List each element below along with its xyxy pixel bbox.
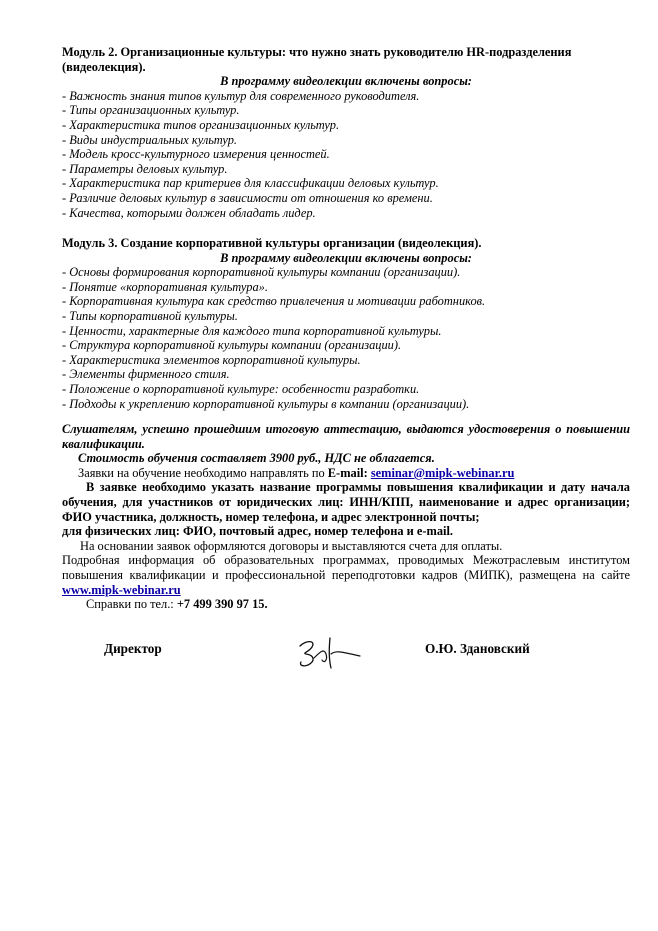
apply-line — [62, 466, 630, 481]
requirements-individual: для физических лиц: ФИО, почтовый адрес, номер телефона и e-mail. — [62, 524, 454, 539]
signature-name: О.Ю. Здановский — [425, 641, 530, 656]
footer-section — [62, 422, 630, 612]
module-3-subtitle: В программу видеолекции включены вопросы: — [220, 250, 472, 265]
requirements-legal: В заявке необходимо указать название программы повышения квалификации и дату начала обучения, для участников от юридических лиц: ИНН/КПП, наименование и адрес организации; ФИО участника, должность, номер телефона, и адрес электронной почты; — [62, 480, 630, 524]
module-3-topic-list — [62, 265, 630, 411]
list-item: - Положение о корпоративной культуре: особенности разработки. — [62, 381, 420, 396]
list-item: - Ценности, характерные для каждого типа корпоративной культуры. — [62, 323, 442, 338]
signature-title: Директор — [104, 641, 162, 656]
module-3-title: Модуль 3. Создание корпоративной культуры организации (видеолекция). — [62, 236, 482, 250]
list-item: - Типы организационных культур. — [62, 103, 240, 118]
list-item: - Элементы фирменного стиля. — [62, 367, 230, 382]
email-link[interactable]: seminar@mipk-webinar.ru — [370, 465, 515, 480]
signature-row — [0, 642, 658, 672]
module-2-subtitle: В программу видеолекции включены вопросы: — [220, 74, 472, 89]
module-2-topic-list — [62, 89, 630, 220]
list-item: - Подходы к укреплению корпоративной культуры в компании (организации). — [62, 396, 470, 411]
list-item: - Характеристика пар критериев для классификации деловых культур. — [62, 176, 439, 191]
list-item: - Качества, которыми должен обладать лидер. — [62, 205, 316, 220]
module-3-section — [62, 236, 630, 411]
phone-line — [62, 597, 630, 612]
info-paragraph — [62, 553, 630, 597]
list-item: - Корпоративная культура как средство привлечения и мотивации работников. — [62, 294, 486, 309]
certificate-note: Слушателям, успешно прошедшим итоговую аттестацию, выдаются удостоверения о повышении квалификации. — [62, 422, 630, 451]
module-2-title: Модуль 2. Организационные культуры: что нужно знать руководителю HR-подразделения (видеолекция). — [62, 45, 572, 74]
list-item: - Модель кросс-культурного измерения ценностей. — [62, 147, 330, 162]
list-item: - Виды индустриальных культур. — [62, 132, 238, 147]
contracts-note: На основании заявок оформляются договоры и выставляются счета для оплаты. — [80, 538, 503, 553]
phone-number: +7 499 390 97 15. — [176, 597, 268, 612]
site-link[interactable]: www.mipk-webinar.ru — [62, 582, 181, 597]
apply-prefix: Заявки на обучение необходимо направлять по — [78, 465, 328, 480]
info-text: Подробная информация об образовательных программах, проводимых Межотраслевым институтом повышения квалификации и профессиональной переподготовки кадров (МИПК), размещена на сайте — [62, 553, 630, 582]
cost-note: Стоимость обучения составляет 3900 руб., НДС не облагается. — [78, 451, 435, 466]
list-item: - Понятие «корпоративная культура». — [62, 279, 268, 294]
list-item: - Основы формирования корпоративной культуры компании (организации). — [62, 265, 461, 280]
list-item: - Параметры деловых культур. — [62, 161, 228, 176]
list-item: - Различие деловых культур в зависимости от отношения ко времени. — [62, 190, 433, 205]
handwritten-signature — [292, 634, 364, 674]
list-item: - Важность знания типов культур для современного руководителя. — [62, 88, 420, 103]
email-label: E-mail: — [327, 465, 371, 480]
phone-prefix: Справки по тел.: — [86, 597, 177, 612]
list-item: - Характеристика элементов корпоративной культуры. — [62, 352, 361, 367]
list-item: - Характеристика типов организационных культур. — [62, 117, 340, 132]
list-item: - Типы корпоративной культуры. — [62, 308, 238, 323]
list-item: - Структура корпоративной культуры компании (организации). — [62, 338, 402, 353]
module-2-section — [62, 45, 630, 220]
